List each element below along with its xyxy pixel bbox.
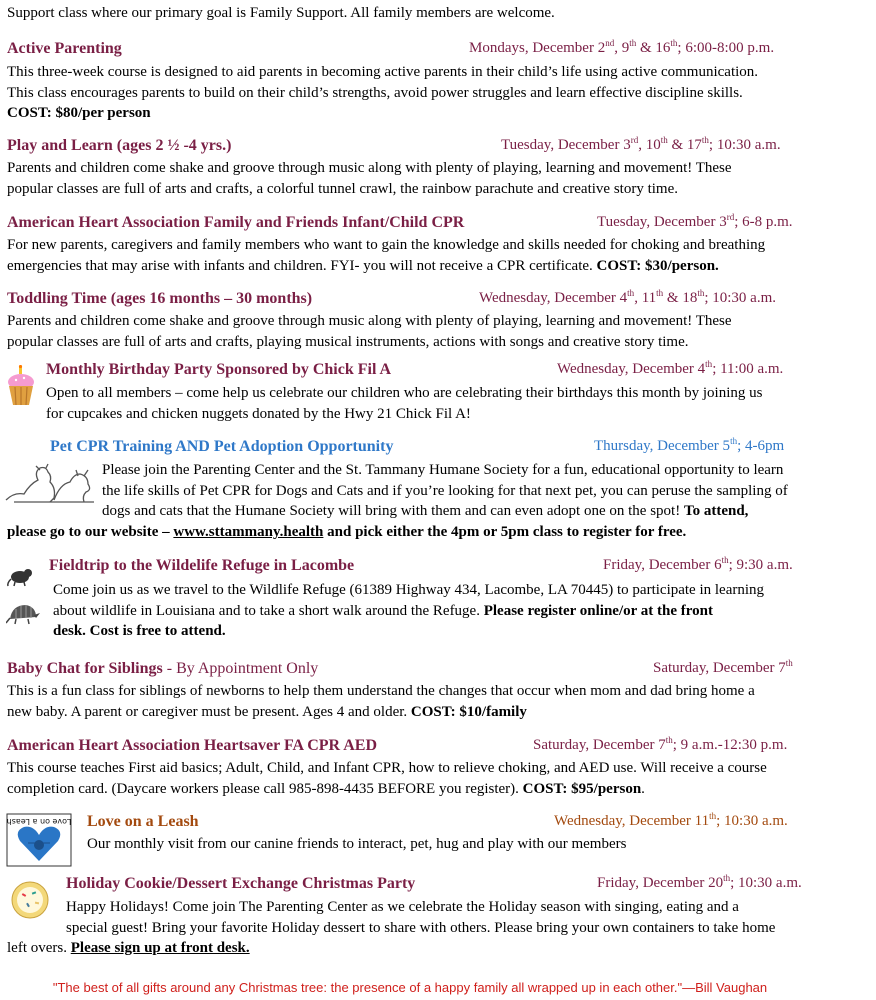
event-date: Friday, December 20th; 10:30 a.m.: [597, 873, 802, 891]
event-date: Tuesday, December 3rd, 10th & 17th; 10:30 a.m.: [501, 135, 781, 153]
event-date: Thursday, December 5th; 4-6pm: [594, 436, 785, 454]
signup-note: Please sign up at front desk.: [70, 940, 250, 956]
event-fieldtrip: [0, 555, 876, 639]
event-description: Parents and children come shake and groove through music along with plenty of playing, learning and movement! These popular classes are full of arts and crafts, a colorful tunnel crawl, the rainbow parachute and creative story time.: [7, 160, 732, 197]
event-cost: COST: $10/family: [410, 703, 527, 720]
event-title: Holiday Cookie/Dessert Exchange Christmas Party: [66, 875, 416, 892]
event-description: Open to all members – come help us celebrate our children who are celebrating their birthdays this month by joining us for cupcakes and chicken nuggets donated by the Hwy 21 Chick Fil A!: [46, 385, 763, 422]
event-title: Active Parenting: [7, 40, 122, 57]
event-description: This is a fun class for siblings of newborns to help them understand the changes that occur when mom and dad bring home a new baby. A parent or caregiver must be present. Ages 4 and older. COST: $10/family: [7, 683, 755, 720]
event-aha-family-cpr: [0, 212, 876, 274]
event-description: Happy Holidays! Come join The Parenting Center as we celebrate the Holiday season with singing, eating and a special guest! Bring your favorite Holiday dessert to share with others. Please bring your own containers to take home: [66, 899, 776, 936]
event-title: Monthly Birthday Party Sponsored by Chick Fil A: [46, 361, 392, 378]
badge-label: Love on a Leash: [6, 817, 72, 826]
event-title: American Heart Association Family and Friends Infant/Child CPR: [7, 214, 465, 231]
event-date: Wednesday, December 11th; 10:30 a.m.: [554, 811, 788, 829]
event-date: Wednesday, December 4th; 11:00 a.m.: [557, 359, 784, 377]
event-toddling-time: [0, 288, 876, 350]
event-active-parenting: [0, 38, 876, 121]
event-title: Fieldtrip to the Wildelife Refuge in Lacombe: [49, 557, 355, 574]
event-cookie-exchange: [0, 873, 876, 956]
event-title: Baby Chat for Siblings - By Appointment Only: [7, 660, 319, 677]
event-title: American Heart Association Heartsaver FA CPR AED: [7, 737, 378, 754]
event-registration-note: please go to our website – www.sttammany.health and pick either the 4pm or 5pm class to register for free.: [7, 524, 687, 540]
event-heartsaver: [0, 735, 876, 797]
event-pet-cpr: [0, 436, 876, 540]
event-title: Love on a Leash: [87, 813, 199, 830]
event-birthday-party: [0, 359, 876, 422]
event-subtitle: - By Appointment Only: [162, 660, 319, 677]
event-date: Friday, December 6th; 9:30 a.m.: [603, 555, 793, 573]
event-date: Wednesday, December 4th, 11th & 18th; 10:30 a.m.: [479, 288, 777, 306]
event-play-and-learn: [0, 135, 876, 197]
event-date: Tuesday, December 3rd; 6-8 p.m.: [597, 212, 793, 230]
event-description: This three-week course is designed to aid parents in becoming active parents in their child’s life using active communication. This class encourages parents to build on their child’s strengths, avoid power struggles and learn effective discipline skills. COST: $80/per person: [7, 62, 758, 124]
event-description: For new parents, caregivers and family members who want to gain the knowledge and skills needed for choking and breathing emergencies that may arise with infants and children. FYI- you will not receive a CPR certificate. COST: $30/person.: [7, 237, 766, 274]
event-description: Please join the Parenting Center and the St. Tammany Humane Society for a fun, educational opportunity to learn the life skills of Pet CPR for Dogs and Cats and if you’re looking for that next pet, you can peruse the sampling of dogs and cats that the Humane Society will bring with them and can even adopt one on the spot! To attend,: [102, 462, 788, 519]
event-title: Toddling Time (ages 16 months – 30 months): [7, 290, 313, 307]
event-cost: COST: $30/person.: [596, 257, 719, 274]
event-description: Our monthly visit from our canine friends to interact, pet, hug and play with our members: [87, 836, 627, 852]
event-title: Pet CPR Training AND Pet Adoption Opportunity: [50, 438, 394, 455]
event-love-on-a-leash: [0, 811, 876, 852]
intro-text: Support class where our primary goal is Family Support. All family members are welcome.: [7, 5, 555, 21]
event-cost: COST: $80/per person: [7, 105, 151, 121]
closing-quote: "The best of all gifts around any Christmas tree: the presence of a happy family all wrapped up in each other."—Bill Vaughan: [52, 980, 768, 995]
event-description: Parents and children come shake and groove through music along with plenty of playing, learning and movement! These popular classes are full of arts and crafts, playing musical instruments, actions with songs and creative story time.: [7, 313, 732, 350]
event-signup-note: left overs. Please sign up at front desk.: [7, 940, 250, 956]
event-date: Mondays, December 2nd, 9th & 16th; 6:00-8:00 p.m.: [469, 38, 775, 56]
dog-cat-icon: [4, 462, 96, 504]
event-cost: COST: $95/person: [522, 780, 642, 797]
website-link[interactable]: www.sttammany.health: [173, 524, 324, 540]
event-description: This course teaches First aid basics; Adult, Child, and Infant CPR, how to relieve choking, and AED use. Will receive a course completion card. (Daycare workers please call 985-898-4435 BEFORE you register). COST: $95/person.: [7, 760, 767, 797]
event-description: Come join us as we travel to the Wildlife Refuge (61389 Highway 434, Lacombe, LA 70445) to participate in learning about wildlife in Louisiana and to take a short walk around the Refuge. Please register online/or at the front desk. Cost is free to attend.: [53, 582, 765, 639]
event-date: Saturday, December 7th; 9 a.m.-12:30 p.m.: [533, 735, 788, 753]
armadillo-icon: [6, 601, 40, 625]
event-baby-chat: [0, 658, 876, 720]
event-title: Play and Learn (ages 2 ½ -4 yrs.): [7, 137, 232, 154]
event-date: Saturday, December 7th: [653, 658, 793, 676]
